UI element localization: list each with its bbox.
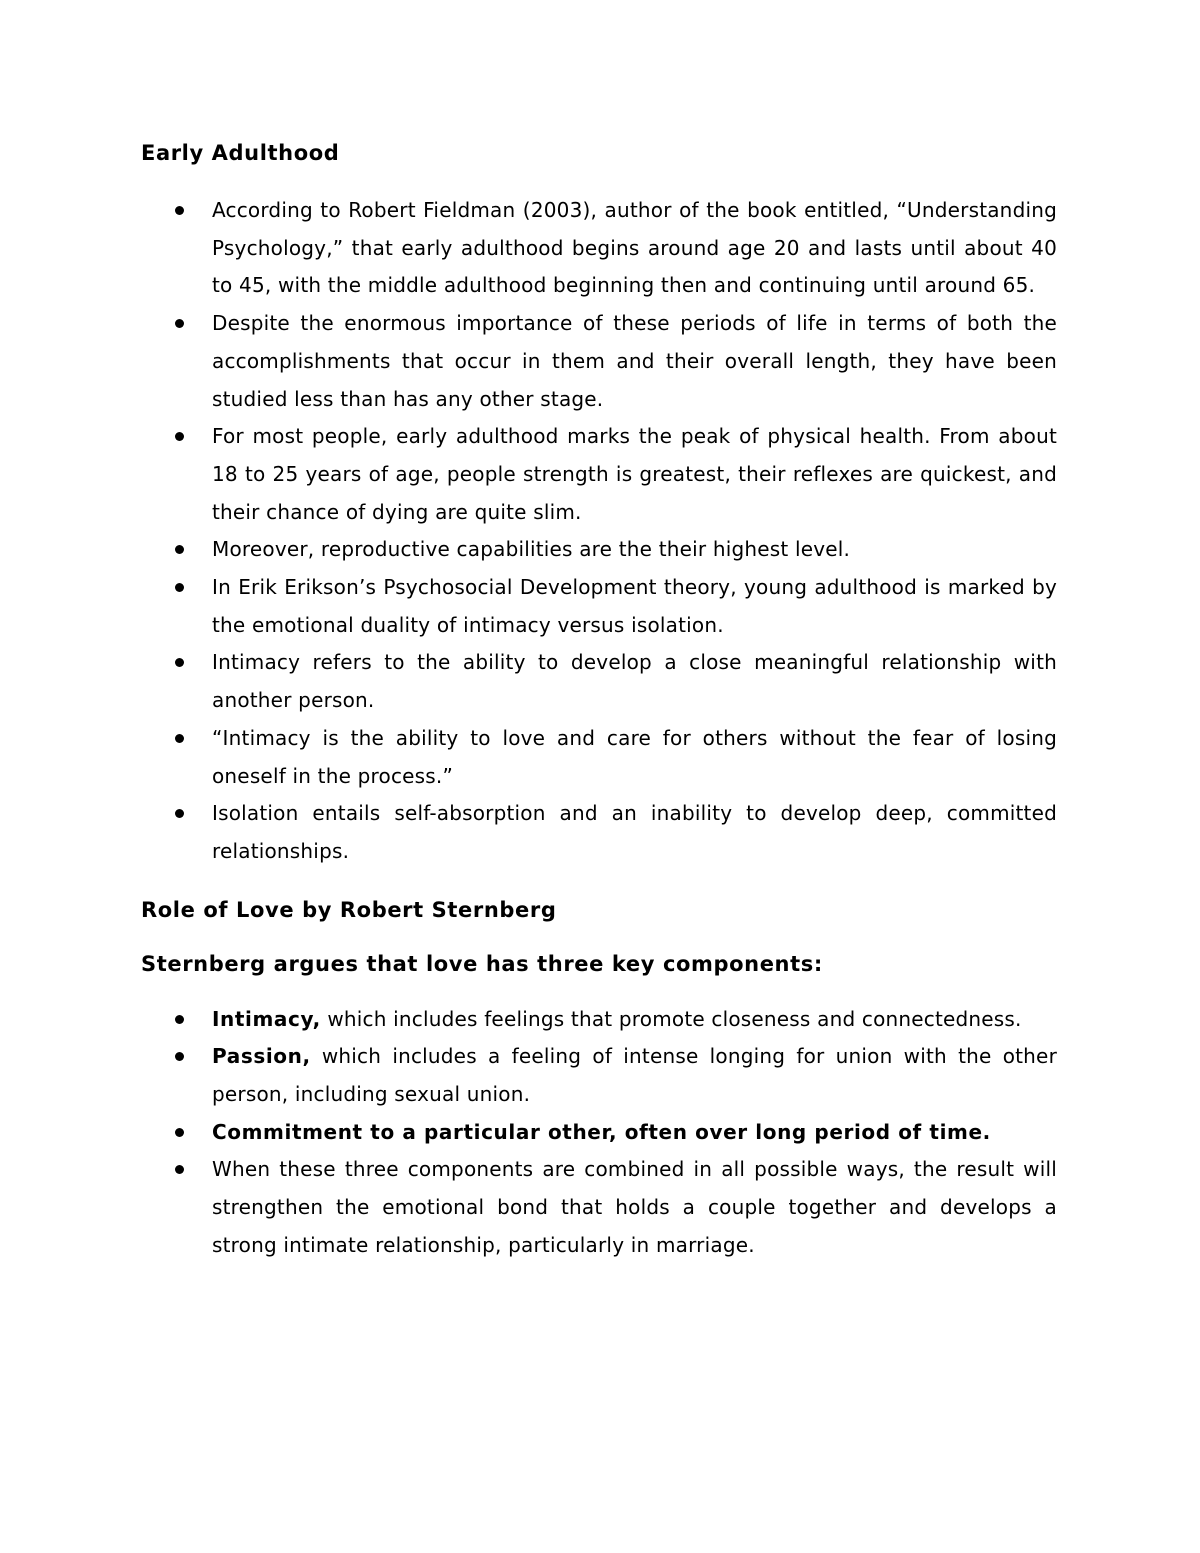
list-item	[141, 1114, 1057, 1152]
bullet-icon	[175, 1015, 184, 1024]
list-item	[141, 531, 1057, 569]
love-components-list	[141, 1001, 1057, 1265]
list-item-text: “Intimacy is the ability to love and care for others without the fear of losing oneself in the process.”	[212, 725, 1057, 788]
bullet-icon	[175, 658, 184, 667]
list-item	[141, 1001, 1057, 1039]
bullet-icon	[175, 809, 184, 818]
bullet-icon	[175, 1165, 184, 1174]
list-item-bold-text: Passion,	[212, 1044, 311, 1069]
section-title-early-adulthood: Early Adulthood	[141, 141, 340, 165]
list-item	[141, 192, 1057, 305]
list-item-text: which includes feelings that promote closeness and connectedness.	[320, 1006, 1022, 1031]
list-item-text: For most people, early adulthood marks the peak of physical health. From about 18 to 25 years of age, people strength is greatest, their reflexes are quickest, and their chance of dying are quite slim.	[212, 424, 1057, 524]
list-item-text: Despite the enormous importance of these periods of life in terms of both the accomplishments that occur in them and their overall length, they have been studied less than has any other stage.	[212, 311, 1057, 411]
list-item	[141, 418, 1057, 531]
bullet-icon	[175, 1052, 184, 1061]
list-item-bold-text: Commitment to a particular other, often over long period of time.	[212, 1119, 991, 1144]
bullet-icon	[175, 432, 184, 441]
list-item	[141, 720, 1057, 795]
list-item	[141, 569, 1057, 644]
bullet-icon	[175, 734, 184, 743]
bullet-icon	[175, 545, 184, 554]
list-item-text: In Erik Erikson’s Psychosocial Development theory, young adulthood is marked by the emotional duality of intimacy versus isolation.	[212, 575, 1057, 637]
bullet-icon	[175, 583, 184, 592]
list-item	[141, 795, 1057, 870]
bullet-icon	[175, 319, 184, 328]
early-adulthood-list	[141, 192, 1057, 871]
list-item-text: Intimacy refers to the ability to develop a close meaningful relationship with another person.	[212, 650, 1057, 713]
list-item-bold-text: Intimacy,	[212, 1006, 321, 1031]
section-subtitle-components: Sternberg argues that love has three key components:	[141, 951, 823, 976]
list-item-text: According to Robert Fieldman (2003), author of the book entitled, “Understanding Psychology,” that early adulthood begins around age 20 and lasts until about 40 to 45, with the middle adulthood beginning then and continuing until around 65.	[212, 198, 1057, 298]
list-item	[141, 1151, 1057, 1264]
list-item	[141, 644, 1057, 719]
list-item-text: which includes a feeling of intense longing for union with the other person, including sexual union.	[212, 1044, 1057, 1107]
list-item-text: Moreover, reproductive capabilities are the their highest level.	[212, 537, 851, 562]
list-item	[141, 305, 1057, 418]
section-title-role-of-love: Role of Love by Robert Sternberg	[141, 897, 557, 922]
bullet-icon	[175, 1128, 184, 1137]
list-item	[141, 1038, 1057, 1113]
bullet-icon	[175, 206, 184, 215]
list-item-text: When these three components are combined in all possible ways, the result will strengthen the emotional bond that holds a couple together and develops a strong intimate relationship, particularly in marriage.	[212, 1157, 1057, 1257]
document-page	[141, 138, 1057, 1265]
list-item-text: Isolation entails self-absorption and an inability to develop deep, committed relationships.	[212, 801, 1057, 863]
